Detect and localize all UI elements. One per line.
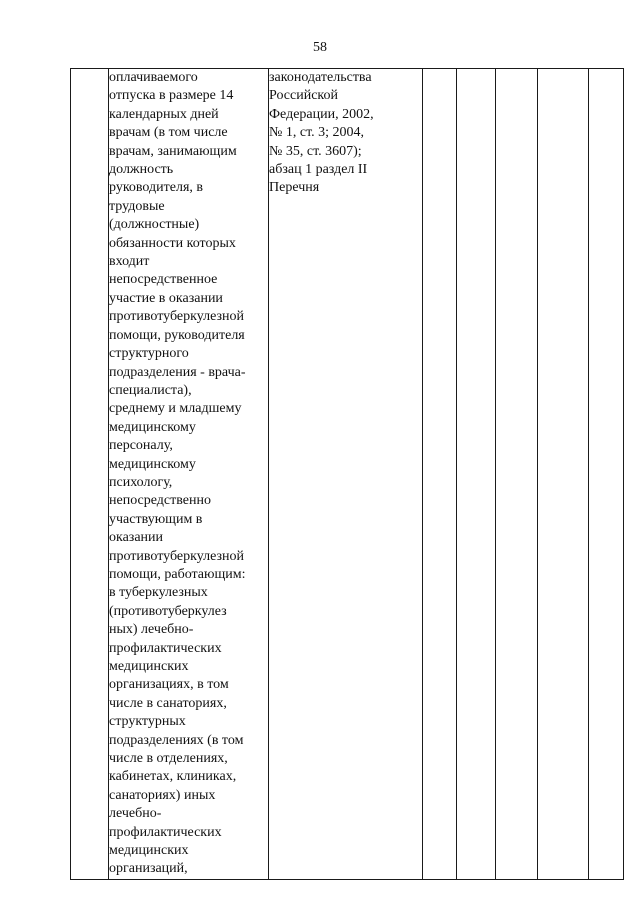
description-line: оказании	[109, 530, 164, 546]
description-line: трудовые	[109, 198, 165, 214]
document-table	[70, 68, 624, 880]
description-line: врачам (в том числе	[109, 125, 228, 141]
table-cell-description	[109, 69, 269, 880]
description-line: руководителя, в	[109, 180, 204, 196]
description-line: участвующим в	[109, 511, 203, 527]
table-cell-empty-2	[457, 69, 496, 880]
description-line: врачам, занимающим	[109, 143, 237, 159]
description-line: в туберкулезных	[109, 585, 208, 601]
description-line: кабинетах, клиниках,	[109, 769, 237, 785]
description-line: медицинских	[109, 843, 189, 859]
description-line: обязанности которых	[109, 235, 236, 251]
table-cell-empty-5	[589, 69, 624, 880]
table-cell-empty-3	[496, 69, 538, 880]
table-cell-legal-basis	[269, 69, 423, 880]
description-line: входит	[109, 254, 150, 270]
description-line: участие в оказании	[109, 290, 223, 306]
table-cell-empty-1	[423, 69, 457, 880]
description-line: организаций,	[109, 861, 188, 877]
description-line: среднему и младшему	[109, 401, 242, 417]
description-line: числе в отделениях,	[109, 751, 228, 767]
description-line: медицинскому	[109, 456, 196, 472]
legal-basis-line: законодательства	[269, 70, 372, 85]
table-cell-number	[71, 69, 109, 880]
table-cell-empty-4	[538, 69, 589, 880]
description-text	[109, 69, 268, 879]
legal-basis-line: № 1, ст. 3; 2004,	[269, 125, 365, 141]
description-line: должность	[109, 162, 174, 178]
legal-basis-line: абзац 1 раздел II	[269, 162, 368, 178]
description-line: медицинских	[109, 659, 189, 674]
description-line: противотуберкулезной	[109, 309, 245, 325]
description-line: отпуска в размере 14	[109, 88, 234, 104]
description-line: помощи, руководителя	[109, 327, 245, 343]
description-line: структурного	[109, 346, 189, 362]
legal-basis-line: Российской	[269, 88, 338, 104]
description-line: ных) лечебно-	[109, 622, 194, 638]
document-table-container	[70, 68, 623, 877]
description-line: непосредственное	[109, 272, 218, 288]
description-line: помощи, работающим:	[109, 566, 246, 582]
description-line: персоналу,	[109, 438, 173, 454]
description-line: санаториях) иных	[109, 787, 216, 803]
description-line: профилактических	[109, 824, 222, 840]
description-line: организациях, в том	[109, 677, 229, 693]
table-row	[71, 69, 624, 880]
legal-basis-line: Перечня	[269, 180, 320, 196]
description-line: специалиста),	[109, 382, 192, 398]
description-line: профилактических	[109, 640, 222, 656]
description-line: структурных	[109, 714, 186, 730]
description-line: подразделениях (в том	[109, 732, 244, 748]
description-line: психологу,	[109, 474, 173, 490]
description-line: противотуберкулезной	[109, 548, 245, 564]
legal-basis-line: № 35, ст. 3607);	[269, 143, 362, 159]
legal-basis-text	[269, 69, 422, 198]
description-line: медицинскому	[109, 419, 196, 435]
description-line: лечебно-	[109, 806, 162, 822]
page-number: 58	[313, 40, 327, 55]
description-line: (должностные)	[109, 217, 200, 233]
description-line: числе в санаториях,	[109, 695, 227, 711]
description-line: календарных дней	[109, 106, 219, 122]
description-line: оплачиваемого	[109, 70, 198, 85]
legal-basis-line: Федерации, 2002,	[269, 106, 374, 122]
description-line: (противотуберкулез	[109, 603, 227, 619]
description-line: подразделения - врача-	[109, 364, 246, 380]
description-line: непосредственно	[109, 493, 211, 509]
